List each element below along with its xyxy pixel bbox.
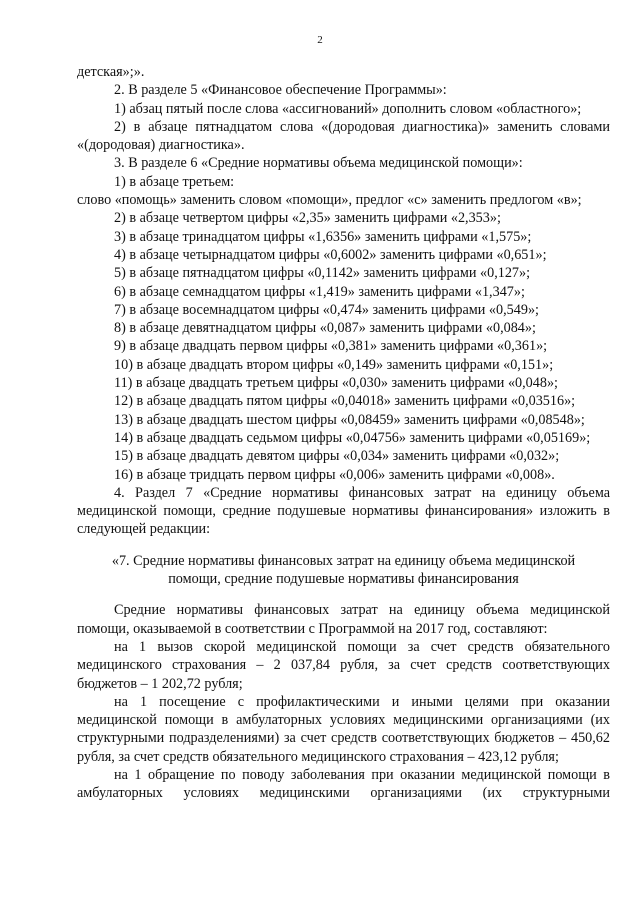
list-item: 8) в абзаце девятнадцатом цифры «0,087» заменить цифрами «0,084»; [114, 320, 536, 337]
paragraph: 1) в абзаце третьем: [114, 173, 235, 190]
list-item: 12) в абзаце двадцать пятом цифры «0,04018» заменить цифрами «0,03516»; [114, 393, 576, 410]
paragraph: 4. Раздел 7 «Средние нормативы финансовых затрат на единицу объема медицинской помощи, средние подушевые нормативы финансирования» изложить в следующей редакции: [77, 484, 610, 538]
paragraph: 3. В разделе 6 «Средние нормативы объема медицинской помощи»: [114, 155, 523, 172]
list-item: 11) в абзаце двадцать третьем цифры «0,030» заменить цифрами «0,048»; [114, 375, 558, 392]
paragraph: 2. В разделе 5 «Финансовое обеспечение Программы»: [114, 82, 447, 99]
paragraph: слово «помощь» заменить словом «помощи», предлог «с» заменить предлогом «в»; [77, 192, 582, 209]
list-item: 2) в абзаце четвертом цифры «2,35» заменить цифрами «2,353»; [114, 210, 501, 227]
paragraph: на 1 обращение по поводу заболевания при оказании медицинской помощи в амбулаторных условиях медицинскими организациями (их структурными [77, 766, 610, 802]
list-item: 7) в абзаце восемнадцатом цифры «0,474» заменить цифрами «0,549»; [114, 301, 539, 318]
paragraph: детская»;». [77, 64, 145, 80]
page-number: 2 [317, 34, 323, 46]
list-item: 9) в абзаце двадцать первом цифры «0,381» заменить цифрами «0,361»; [114, 338, 548, 355]
section-heading-line: «7. Средние нормативы финансовых затрат на единицу объема медицинской [111, 552, 576, 569]
paragraph: 2) в абзаце пятнадцатом слова «(дородовая диагностика)» заменить словами «(дородовая) диагностика». [77, 118, 610, 154]
document-body [77, 63, 610, 803]
paragraph: на 1 посещение с профилактическими и иными целями при оказании медицинской помощи в амбулаторных условиях медицинскими организациями (их структурными подразделениями) за счет средств соответствующих бюджетов – 450,62 рубля, за счет средств обязательного медицинского страхования – 423,12 рубля; [77, 693, 610, 765]
list-item: 16) в абзаце тридцать первом цифры «0,006» заменить цифрами «0,008». [114, 466, 555, 483]
paragraph: на 1 вызов скорой медицинской помощи за счет средств обязательного медицинского страхования – 2 037,84 рубля, за счет средств соответствующих бюджетов – 1 202,72 рубля; [77, 638, 610, 692]
list-item: 14) в абзаце двадцать седьмом цифры «0,04756» заменить цифрами «0,05169»; [114, 429, 591, 446]
list-item: 15) в абзаце двадцать девятом цифры «0,034» заменить цифрами «0,032»; [114, 448, 560, 465]
list-item: 13) в абзаце двадцать шестом цифры «0,08459» заменить цифрами «0,08548»; [114, 411, 585, 428]
list-item: 5) в абзаце пятнадцатом цифры «0,1142» заменить цифрами «0,127»; [114, 265, 531, 282]
list-item: 4) в абзаце четырнадцатом цифры «0,6002» заменить цифрами «0,651»; [114, 246, 547, 263]
list-item: 3) в абзаце тринадцатом цифры «1,6356» заменить цифрами «1,575»; [114, 228, 532, 245]
section-heading [77, 552, 610, 589]
paragraph: Средние нормативы финансовых затрат на единицу объема медицинской помощи, оказываемой в соответствии с Программой на 2017 год, составляют: [77, 602, 610, 637]
list-item: 6) в абзаце семнадцатом цифры «1,419» заменить цифрами «1,347»; [114, 283, 525, 300]
list-item: 10) в абзаце двадцать втором цифры «0,149» заменить цифрами «0,151»; [114, 356, 554, 373]
paragraph: 1) абзац пятый после слова «ассигнований» дополнить словом «областного»; [114, 100, 582, 117]
section-heading-line: помощи, средние подушевые нормативы финансирования [168, 571, 519, 588]
